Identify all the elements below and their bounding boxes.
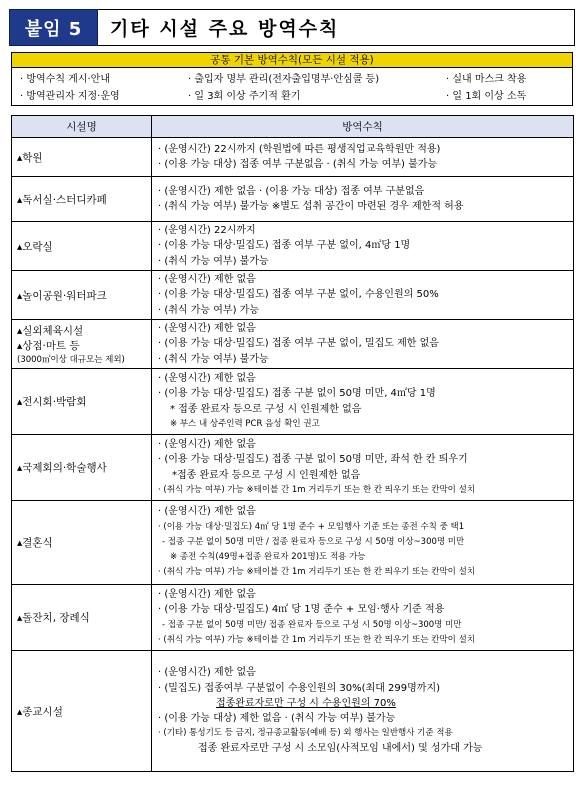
rule-line: · (취식 가능 여부) 가능: [158, 304, 259, 316]
rule-line: · (이용 가능 대상·밀집도) 접종 구분 없이 50명 미만, 4㎡당 1명: [158, 388, 436, 400]
table-row: [12, 177, 574, 222]
rule-line: 접종완료자로만 구성 시 수용인원의 70%: [216, 697, 396, 709]
rule-line: - 접종 구분 없이 50명 미만/ 접종 완료자 등으로 구성 시 50명 이상~300명 미만: [162, 619, 462, 630]
facility-rules: [152, 138, 574, 177]
facility-label: ▴독서실·스터디카페: [17, 193, 107, 206]
table-row: [12, 138, 574, 177]
table-row: [12, 369, 574, 435]
facility-name: [12, 501, 152, 585]
rule-line: ※ 종전 수칙(49명+접종 완료자 201명)도 적용 가능: [170, 552, 366, 563]
page-title: 기타 시설 주요 방역수칙: [98, 9, 575, 46]
rule-line: · (운영시간) 제한 없음: [158, 323, 256, 335]
rule-line: · (운영시간) 제한 없음: [158, 506, 256, 518]
rule-line: · (이용 가능 대상·밀집도) 4㎡ 당 1명 준수 + 모임행사 기준 또는 종전 수칙 중 택1: [158, 521, 465, 532]
rule-line: · (운영시간) 제한 없음: [158, 667, 256, 679]
rule-line: * 접종 완료자 등으로 구성 시 인원제한 없음: [170, 403, 362, 415]
facility-name: [12, 651, 152, 772]
rule-line: · (운영시간) 제한 없음: [158, 373, 256, 385]
rule-line: - 접종 구분 없이 50명 미만 / 접종 완료자 등으로 구성 시 50명 이상~300명 미만: [162, 536, 465, 547]
rule-line: · (운영시간) 22시까지: [158, 225, 256, 237]
page-header: [9, 9, 575, 46]
rule-line: · (취식 가능 여부) 불가능 ※별도 섭취 공간이 마련된 경우 제한적 허용: [158, 201, 464, 212]
facility-rules-table: [11, 115, 574, 772]
facility-label: ▴돌잔치, 장례식: [17, 612, 90, 624]
facility-rules: [152, 435, 574, 501]
rule-line: · (운영시간) 제한 없음 · (이용 가능 대상) 접종 여부 구분없음: [158, 185, 425, 197]
attachment-badge: 붙임 5: [9, 9, 98, 46]
rule-line: · (취식 가능 여부) 불가능: [158, 255, 269, 267]
facility-label: ▴오락실: [17, 240, 53, 253]
facility-name: [12, 138, 152, 177]
common-rule-item: · 일 3회 이상 주기적 환기: [188, 91, 301, 102]
facility-rules: [152, 320, 574, 369]
facility-label: (3000㎡이상 대규모는 제외): [17, 355, 125, 365]
rule-line: · (기타) 통성기도 등 금지, 정규종교활동(예배 등) 외 행사는 일반행사 기준 적용: [158, 728, 453, 739]
rule-line: · (이용 가능 대상) 접종 여부 구분없음 · (취식 가능 여부) 불가능: [158, 159, 438, 170]
facility-name: [12, 320, 152, 369]
common-rules-box: [11, 52, 573, 106]
rule-line: ※ 부스 내 상주인력 PCR 음성 확인 권고: [170, 418, 320, 429]
table-row: [12, 435, 574, 501]
rule-line: · (이용 가능 대상·밀집도) 접종 구분 없이 50명 미만, 좌석 한 칸 띄우기: [158, 454, 468, 466]
facility-name: [12, 177, 152, 222]
rule-line: · (이용 가능 대상·밀집도) 접종 여부 구분 없이, 수용인원의 50%: [158, 289, 439, 301]
common-rule-item: · 실내 마스크 착용: [446, 74, 527, 85]
facility-label: ▴상점·마트 등: [17, 340, 80, 352]
rule-line: · (밀집도) 접종여부 구분없이 수용인원의 30%(최대 299명까지): [158, 682, 441, 694]
facility-name: [12, 369, 152, 435]
table-row: [12, 320, 574, 369]
facility-column-header: 시설명: [12, 116, 152, 138]
facility-name: [12, 585, 152, 651]
facility-name: [12, 271, 152, 320]
rule-line: · (운영시간) 제한 없음: [158, 274, 256, 286]
facility-label: ▴국제회의·학술행사: [17, 462, 107, 474]
table-row: [12, 585, 574, 651]
rule-line: · (이용 가능 대상·밀집도) 접종 여부 구분 없이, 밀집도 제한 없음: [158, 338, 439, 350]
table-row: [12, 271, 574, 320]
facility-label: ▴종교시설: [17, 705, 63, 718]
rule-line: · (취식 가능 여부) 가능 ※테이블 간 1m 거리두기 또는 한 칸 띄우기 또는 칸막이 설치: [158, 484, 476, 495]
common-rules-title: 공통 기본 방역수칙(모든 시설 적용): [12, 53, 572, 68]
table-header-row: [12, 116, 574, 138]
facility-name: [12, 435, 152, 501]
table-row: [12, 651, 574, 772]
rule-line: · (운영시간) 22시까지 (학원법에 따른 평생직업교육학원만 적용): [158, 143, 441, 155]
facility-label: ▴학원: [17, 151, 43, 164]
rule-line: 접종 완료자로만 구성 시 소모임(사적모임 내에서) 및 성가대 가능: [198, 743, 483, 755]
rule-line: · (운영시간) 제한 없음: [158, 589, 256, 601]
common-rules-list: [12, 68, 572, 105]
facility-label: ▴결혼식: [17, 537, 53, 549]
facility-rules: [152, 222, 574, 271]
common-rule-item: · 방역관리자 지정·운영: [20, 91, 120, 102]
facility-rules: [152, 271, 574, 320]
table-row: [12, 222, 574, 271]
facility-rules: [152, 501, 574, 585]
facility-rules: [152, 585, 574, 651]
rule-line: · (이용 가능 대상·밀집도) 접종 여부 구분 없이, 4㎡당 1명: [158, 240, 411, 252]
facility-rules: [152, 369, 574, 435]
facility-name: [12, 222, 152, 271]
rule-line: · (취식 가능 여부) 가능 ※테이블 간 1m 거리두기 또는 한 칸 띄우기 또는 칸막이 설치: [158, 634, 476, 645]
table-row: [12, 501, 574, 585]
common-rule-item: · 일 1회 이상 소독: [446, 91, 527, 102]
rule-line: · (운영시간) 제한 없음: [158, 439, 256, 451]
rule-line: · (취식 가능 여부) 불가능: [158, 353, 269, 365]
rule-line: · (취식 가능 여부) 가능 ※테이블 간 1m 거리두기 또는 한 칸 띄우기 또는 칸막이 설치: [158, 567, 476, 578]
rule-line: · (이용 가능 대상·밀집도) 4㎡ 당 1명 준수 + 모임·행사 기준 적용: [158, 604, 445, 616]
rule-line: *접종 완료자 등으로 구성 시 인원제한 없음: [172, 469, 361, 481]
rules-column-header: 방역수칙: [152, 116, 574, 138]
facility-label: ▴전시회·박람회: [17, 396, 87, 408]
rule-line: · (이용 가능 대상) 제한 없음 · (취식 가능 여부) 불가능: [158, 713, 396, 724]
facility-rules: [152, 651, 574, 772]
common-rule-item: · 출입자 명부 관리(전자출입명부·안심콜 등): [188, 74, 380, 85]
facility-label: ▴놀이공원·워터파크: [17, 289, 107, 302]
facility-rules: [152, 177, 574, 222]
common-rule-item: · 방역수칙 게시·안내: [20, 74, 110, 85]
facility-label: ▴실외체육시설: [17, 325, 84, 337]
